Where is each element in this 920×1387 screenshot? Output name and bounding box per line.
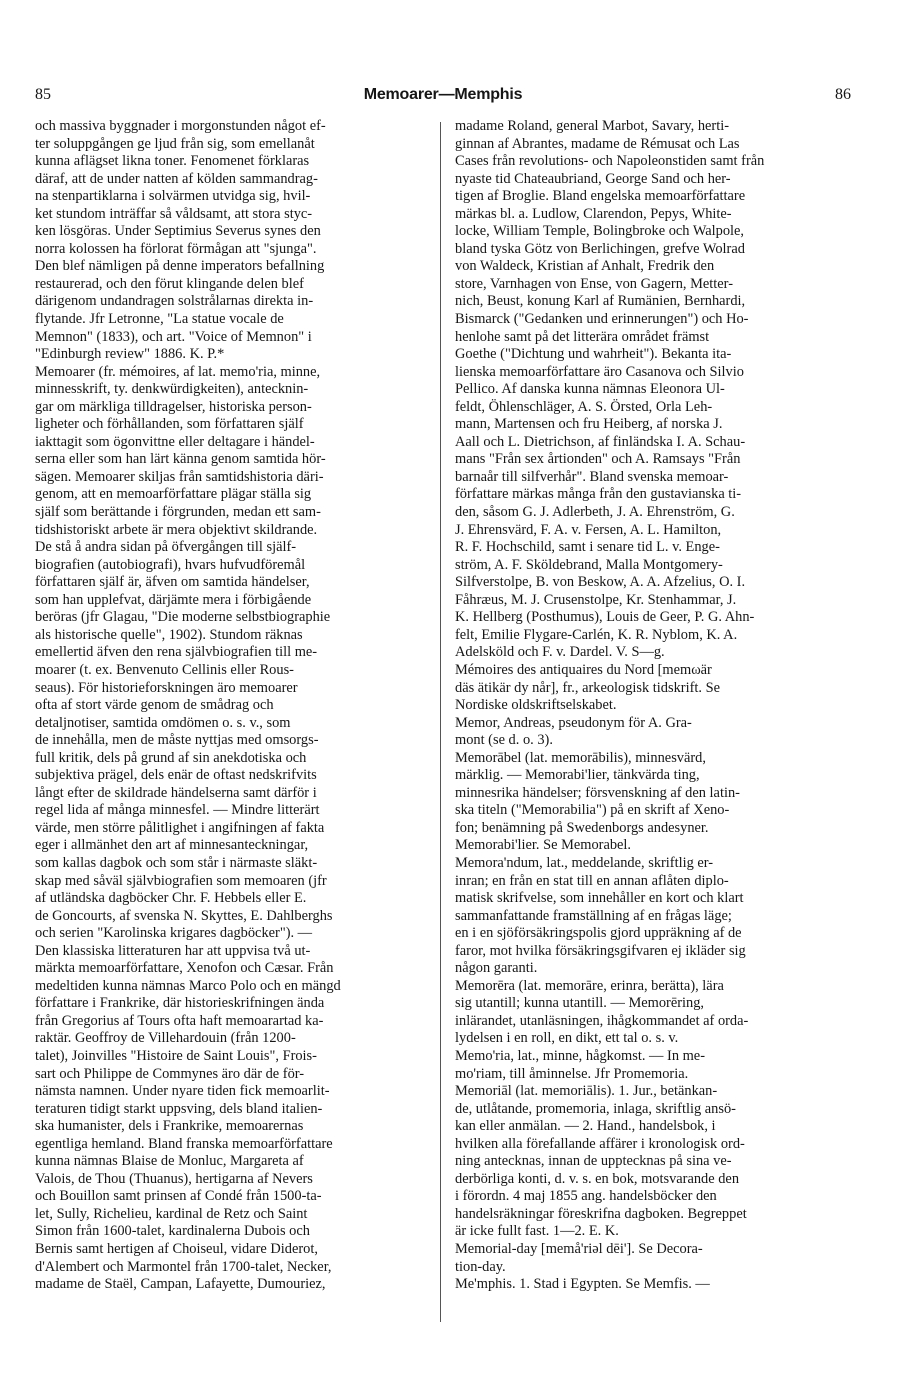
text-line: Memo'ria, lat., minne, hågkomst. — In me- xyxy=(455,1047,705,1064)
text-line: nyaste tid Chateaubriand, George Sand och her- xyxy=(455,170,731,187)
text-line: ska humanister, dels i Frankrike, memoarernas xyxy=(35,1118,304,1135)
text-line: egentliga hemland. Bland franska memoarförfattare xyxy=(35,1135,333,1152)
text-line: beröras (jfr Glagau, "Die moderne selbstbiographie xyxy=(35,609,331,626)
text-line: tion-day. xyxy=(455,1258,506,1275)
text-line: från Gregorius af Tours ofta haft memoarartad ka- xyxy=(35,1012,324,1029)
text-line: sägen. Memoarer skiljas från samtidshistoria däri- xyxy=(35,468,324,485)
text-line: tidshistoriskt arbete är mera objektivt skildrande. xyxy=(35,521,318,538)
text-line: och massiva byggnader i morgonstunden något ef- xyxy=(35,118,326,134)
page-header xyxy=(35,86,851,108)
text-line: Pellico. Af danska kunna nämnas Eleonora Ul- xyxy=(455,381,725,398)
text-line: och Bouillon samt prinsen af Condé från 1500-ta- xyxy=(35,1188,322,1205)
text-line: som han upplefvat, därjämte mera i förbigående xyxy=(35,591,312,608)
text-line: J. Ehrensvärd, F. A. v. Fersen, A. L. Hamilton, xyxy=(455,521,722,538)
text-line: ning antecknas, innan de upptecknas på sina ve- xyxy=(455,1153,732,1170)
text-line: henlohe samt på det litterära området främst xyxy=(455,328,710,345)
text-line: af utländska dagböcker Chr. F. Hebbels eller E. xyxy=(35,890,307,907)
text-line: skap med såväl självbiografien som memoaren (jfr xyxy=(35,872,327,889)
page-number-left: 85 xyxy=(35,86,51,103)
text-line: Silfverstolpe, B. von Beskow, A. A. Afzelius, O. I. xyxy=(455,574,746,591)
text-line: minnesrika händelser; försvenskning af den latin- xyxy=(455,784,740,801)
text-line: Adelsköld och F. v. Dardel. V. S—g. xyxy=(455,644,665,661)
page-number-right: 86 xyxy=(835,86,851,103)
text-line: nich, Beust, konung Karl af Rumänien, Bernhardi, xyxy=(455,293,746,310)
text-line: Memorial-day [memå'riəl dēi']. Se Decora- xyxy=(455,1241,703,1257)
text-line: tigen af Broglie. Bland engelska memoarförfattare xyxy=(455,188,746,205)
text-line: store, Varnhagen von Ense, von Gagern, Metter- xyxy=(455,275,733,292)
text-line: ofta af stort värde genom de smådrag och xyxy=(35,697,274,714)
text-line: och serien "Karolinska krigares dagböcker"). — xyxy=(35,925,313,942)
text-line: märklig. — Memorabi'lier, tänkvärda ting, xyxy=(455,767,700,784)
text-line: medeltiden kunna nämnas Marco Polo och en mängd xyxy=(35,977,341,994)
left-column xyxy=(35,118,419,1333)
text-line: seaus). För historieforskningen äro memoarer xyxy=(35,679,298,696)
text-line: sart och Philippe de Commynes äro där de för- xyxy=(35,1065,305,1082)
text-line: restaurerad, och den förut klingande delen blef xyxy=(35,275,304,292)
text-line: märkta memoarförfattare, Xenofon och Cæsar. Från xyxy=(35,960,334,977)
text-line: derbörliga konti, d. v. s. en bok, motsvarande den xyxy=(455,1170,740,1187)
text-line: kunna aflägset likna toner. Fenomenet förklaras xyxy=(35,153,310,170)
text-line: Memorēra (lat. memorāre, erinra, berätta), lära xyxy=(455,977,724,994)
text-line: handelsräkningar föreskrifna dagboken. Begreppet xyxy=(455,1205,747,1222)
text-line: "Edinburgh review" 1886. K. P.* xyxy=(35,346,225,363)
text-line: serna eller som han lärt känna genom samtida hör- xyxy=(35,451,326,468)
text-line: felt, Emilie Flygare-Carlén, K. R. Nyblom, K. A. xyxy=(455,626,738,643)
text-line: mo'riam, till åminnelse. Jfr Promemoria. xyxy=(455,1065,689,1082)
text-line: d'Alembert och Marmontel från 1700-talet, Necker, xyxy=(35,1258,332,1275)
text-line: bland tyska Götz von Berlichingen, grefve Wolrad xyxy=(455,240,745,257)
text-line: flytande. Jfr Letronne, "La statue vocale de xyxy=(35,311,284,328)
text-line: därigenom undandragen solstrålarnas direkta in- xyxy=(35,293,314,310)
text-line: Goethe ("Dichtung und wahrheit"). Bekanta ita- xyxy=(455,346,732,363)
text-line: barnaår till silfverhår". Bland svenska memoar- xyxy=(455,468,729,485)
text-line: genom, att en memoarförfattare plägar ställa sig xyxy=(35,486,312,503)
text-line: Nordiske oldskriftselskabet. xyxy=(455,697,617,714)
text-line: faror, mot hvilka försäkringsgifvaren ej ikläder sig xyxy=(455,942,746,959)
text-line: Bernis samt hertigen af Choiseul, vidare Diderot, xyxy=(35,1241,318,1257)
text-line: Cases från revolutions- och Napoleonstiden samt från xyxy=(455,153,765,170)
text-line: teraturen tidigt starkt uppsving, dels bland italien- xyxy=(35,1100,323,1117)
text-line: fon; benämning på Swedenborgs andesyner. xyxy=(455,819,709,836)
text-line: Memnon" (1833), och art. "Voice of Memnon" i xyxy=(35,328,312,345)
text-line: let, Sully, Richelieu, kardinal de Retz och Saint xyxy=(35,1205,308,1222)
text-line: ligheter och förhållanden, som författaren själf xyxy=(35,416,304,433)
text-line: lienska memoarförfattare äro Casanova och Silvio xyxy=(455,363,744,380)
text-line: hvilken alla förefallande affärer i kronologisk ord- xyxy=(455,1135,745,1152)
text-line: däs ätikär dy når], fr., arkeologisk tidskrift. Se xyxy=(455,679,720,696)
text-line: är icke fullt fast. 1—2. E. K. xyxy=(455,1223,619,1240)
text-line: madame Roland, general Marbot, Savary, herti- xyxy=(455,118,729,134)
text-line: locke, William Temple, Bolingbroke och Walpole, xyxy=(455,223,745,240)
text-line: biografien (autobiografi), hvars hufvudföremål xyxy=(35,556,306,573)
text-line: författare i Frankrike, där historieskrifningen ända xyxy=(35,995,325,1012)
text-line: De stå å andra sidan på öfvergången till själf- xyxy=(35,539,297,556)
text-line: nämsta namnen. Under nyare tiden fick memoarlit- xyxy=(35,1083,330,1100)
text-line: ter soluppgången ge ljud från sig, som emellanåt xyxy=(35,135,315,152)
text-line: sammanfattande framställning af en frågas läge; xyxy=(455,907,732,924)
text-line: inlärandet, utanläsningen, ihågkommandet af orda- xyxy=(455,1012,749,1029)
text-line: talet), Joinvilles "Histoire de Saint Louis", Frois- xyxy=(35,1047,317,1064)
text-line: matisk skrifvelse, som innehåller en kort och klart xyxy=(455,890,744,907)
text-line: inran; en från en stat till en annan aflåten diplo- xyxy=(455,872,729,889)
text-line: Memorābel (lat. memorābilis), minnesvärd, xyxy=(455,749,706,766)
text-line: en i en sjöförsäkringspolis gjord uppräkning af de xyxy=(455,925,742,942)
text-line: von Waldeck, Kristian af Anhalt, Fredrik den xyxy=(455,258,715,275)
text-line: moarer (t. ex. Benvenuto Cellinis eller Rous- xyxy=(35,661,294,678)
right-column xyxy=(455,118,839,1333)
text-line: långt efter de skildrade händelserna samt därför i xyxy=(35,784,317,801)
text-line: författaren själf är, äfven om samtida händelser, xyxy=(35,574,310,591)
text-line: Memora'ndum, lat., meddelande, skriftlig er- xyxy=(455,854,714,871)
text-line: ska titeln ("Memorabilia") på en skrift af Xeno- xyxy=(455,802,730,819)
text-line: som kallas dagbok och som står i närmaste släkt- xyxy=(35,854,318,871)
text-line: ken lösgöras. Under Septimius Severus synes den xyxy=(35,223,321,240)
text-line: den, såsom G. J. Adlerbeth, J. A. Ehrenström, G. xyxy=(455,504,735,521)
text-line: de, utlåtande, promemoria, inlaga, skriftlig ansö- xyxy=(455,1100,736,1117)
text-line: Memorabi'lier. Se Memorabel. xyxy=(455,837,632,854)
text-line: emellertid äfven den rena självbiografien till me- xyxy=(35,644,318,661)
text-line: Den klassiska litteraturen har att uppvisa två ut- xyxy=(35,942,311,959)
running-title: Memoarer—Memphis xyxy=(363,86,523,103)
text-line: Me'mphis. 1. Stad i Egypten. Se Memfis. — xyxy=(455,1276,710,1293)
text-line: raktär. Geoffroy de Villehardouin (från 1200- xyxy=(35,1030,296,1047)
text-line: norra kolossen ha förlorat förmågan att "sjunga". xyxy=(35,240,317,257)
text-line: märkas bl. a. Ludlow, Clarendon, Pepys, White- xyxy=(455,205,732,222)
text-line: iakttagit som ögonvittne eller deltagare i händel- xyxy=(35,433,315,450)
text-line: själf som berättande i förgrunden, medan ett sam- xyxy=(35,504,321,521)
column-divider xyxy=(440,122,441,1322)
text-line: Memoriāl (lat. memoriālis). 1. Jur., betänkan- xyxy=(455,1083,718,1100)
text-line: däraf, att de under natten af kölden sammandrag- xyxy=(35,170,318,187)
text-line: Simon från 1600-talet, kardinalerna Dubois och xyxy=(35,1223,310,1240)
text-line: Memoarer (fr. mémoires, af lat. memo'ria, minne, xyxy=(35,363,321,380)
text-line: ström, A. F. Sköldebrand, Malla Montgomery- xyxy=(455,556,723,573)
text-line: K. Hellberg (Posthumus), Louis de Geer, P. G. Ahn- xyxy=(455,609,755,626)
text-line: mann, Martensen och fru Heiberg, af norska J. xyxy=(455,416,723,433)
text-line: Fåhræus, M. J. Crusenstolpe, Kr. Stenhammar, J. xyxy=(455,591,737,608)
text-line: kan eller anmälan. — 2. Hand., handelsbok, i xyxy=(455,1118,716,1135)
text-line: de Goncourts, af svenska N. Skyttes, E. Dahlberghs xyxy=(35,907,333,924)
text-line: Aall och L. Dietrichson, af finländska I. A. Schau- xyxy=(455,433,746,450)
text-line: i förordn. 4 maj 1855 ang. handelsböcker den xyxy=(455,1188,717,1205)
text-line: författare märkas många från den gustavianska ti- xyxy=(455,486,742,503)
text-line: feldt, Öhlenschläger, A. S. Örsted, Orla Leh- xyxy=(455,398,713,415)
text-line: ginnan af Abrantes, madame de Rémusat och Las xyxy=(455,135,740,152)
text-line: minnesskrift, ty. denkwürdigkeiten), antecknin- xyxy=(35,381,309,398)
text-line: Den blef nämligen på denne imperators befallning xyxy=(35,258,325,275)
text-line: kunna nämnas Blaise de Monluc, Margareta af xyxy=(35,1153,304,1170)
text-line: regel lida af många minnesfel. — Mindre litterärt xyxy=(35,802,320,819)
text-line: någon garanti. xyxy=(455,960,538,977)
text-line: ket stundom inträffar så våldsamt, att stora styc- xyxy=(35,205,313,222)
text-line: de innehålla, men de måste nyttjas med omsorgs- xyxy=(35,732,319,749)
text-line: värde, men större pålitlighet i angifningen af fakta xyxy=(35,819,325,836)
text-line: full kritik, dels på grund af sin anekdotiska och xyxy=(35,749,307,766)
text-line: gar om märkliga tilldragelser, historiska person- xyxy=(35,398,312,415)
text-line: R. F. Hochschild, samt i senare tid L. v. Enge- xyxy=(455,539,720,556)
text-line: subjektiva prägel, dels enär de oftast nedskrifvits xyxy=(35,767,317,784)
text-line: eger i allmänhet den art af minnesanteckningar, xyxy=(35,837,309,854)
text-line: madame de Staël, Campan, Lafayette, Dumouriez, xyxy=(35,1276,326,1293)
text-line: Mémoires des antiquaires du Nord [memωär xyxy=(455,661,712,678)
text-line: mans "Från sex årtionden" och A. Ramsays "Från xyxy=(455,451,741,468)
text-line: detaljnotiser, samtida omdömen o. s. v., som xyxy=(35,714,291,731)
text-line: Valois, de Thou (Thuanus), hertigarna af Nevers xyxy=(35,1170,313,1187)
text-line: na stenpartiklarna i solvärmen utvidga sig, hvil- xyxy=(35,188,311,205)
text-line: mont (se d. o. 3). xyxy=(455,732,553,749)
text-line: sig utantill; kunna utantill. — Memorēring, xyxy=(455,995,705,1012)
text-line: lydelsen i en roll, en dikt, ett tal o. s. v. xyxy=(455,1030,679,1047)
text-line: Memor, Andreas, pseudonym för A. Gra- xyxy=(455,714,692,731)
text-line: Bismarck ("Gedanken und erinnerungen") och Ho- xyxy=(455,311,749,328)
text-line: als historische quelle", 1902). Stundom räknas xyxy=(35,626,303,643)
